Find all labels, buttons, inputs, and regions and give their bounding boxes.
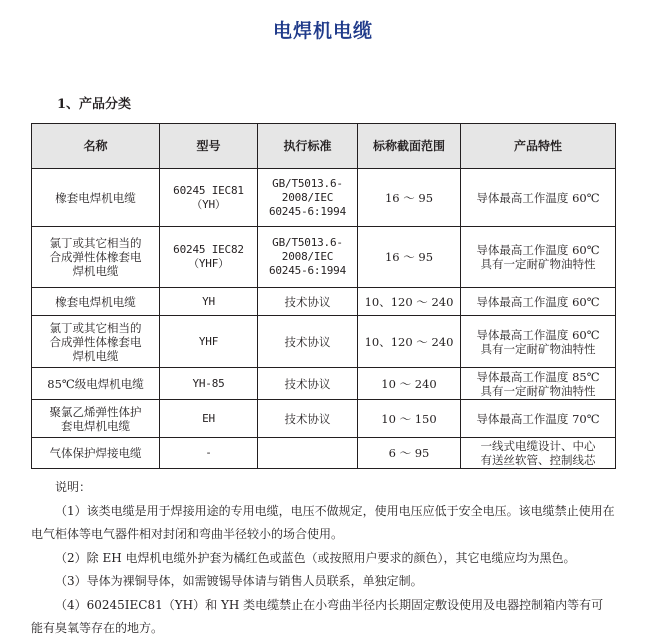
cell-name: 橡套电焊机电缆 bbox=[32, 288, 160, 316]
section-heading: 1、产品分类 bbox=[57, 97, 132, 112]
product-classification-table bbox=[31, 123, 616, 469]
cell-model: 60245 IEC81 （YH） bbox=[160, 169, 258, 227]
table-row bbox=[32, 169, 616, 227]
notes-title: 说明： bbox=[55, 480, 92, 494]
cell-standard: 技术协议 bbox=[258, 288, 358, 316]
table-row bbox=[32, 288, 616, 316]
cell-standard: GB/T5013.6- 2008/IEC 60245-6:1994 bbox=[258, 227, 358, 288]
cell-model: YH bbox=[160, 288, 258, 316]
cell-standard: GB/T5013.6- 2008/IEC 60245-6:1994 bbox=[258, 169, 358, 227]
table-row bbox=[32, 400, 616, 438]
table-header-row bbox=[32, 124, 616, 169]
cell-standard: 技术协议 bbox=[258, 316, 358, 368]
cell-feature: 导体最高工作温度 60℃ bbox=[461, 288, 616, 316]
cell-name: 氯丁或其它相当的 合成弹性体橡套电 焊机电缆 bbox=[32, 316, 160, 368]
cell-feature: 导体最高工作温度 85℃ 具有一定耐矿物油特性 bbox=[461, 368, 616, 400]
cell-name: 聚氯乙烯弹性体护 套电焊机电缆 bbox=[32, 400, 160, 438]
note-item: （4）60245IEC81（YH）和 YH 类电缆禁止在小弯曲半径内长期固定敷设使用及电器控制箱内等有可能有臭氧等存在的地方。 bbox=[31, 597, 604, 635]
table-row bbox=[32, 227, 616, 288]
cell-name: 85℃级电焊机电缆 bbox=[32, 368, 160, 400]
cell-model: 60245 IEC82 （YHF） bbox=[160, 227, 258, 288]
cell-range: 10 ～ 240 bbox=[358, 368, 461, 400]
cell-feature: 导体最高工作温度 70℃ bbox=[461, 400, 616, 438]
note-item: （2）除 EH 电焊机电缆外护套为橘红色或蓝色（或按照用户要求的颜色），其它电缆应均为黑色。 bbox=[55, 550, 576, 565]
table-row bbox=[32, 368, 616, 400]
note-item: （3）导体为裸铜导体，如需镀锡导体请与销售人员联系，单独定制。 bbox=[55, 574, 423, 588]
cell-name: 氯丁或其它相当的 合成弹性体橡套电 焊机电缆 bbox=[32, 227, 160, 288]
cell-feature: 一线式电缆设计、中心 有送丝软管、控制线芯 bbox=[461, 438, 616, 469]
header-model: 型号 bbox=[160, 124, 258, 169]
table-row bbox=[32, 438, 616, 469]
header-range: 标称截面范围 bbox=[358, 124, 461, 169]
cell-standard: 技术协议 bbox=[258, 368, 358, 400]
note-item: （1）该类电缆是用于焊接用途的专用电缆，电压不做规定，使用电压应低于安全电压。该电缆禁止使用在电气柜体等电气器件相对封闭和弯曲半径较小的场合使用。 bbox=[31, 503, 615, 541]
cell-feature: 导体最高工作温度 60℃ 具有一定耐矿物油特性 bbox=[461, 227, 616, 288]
table-row bbox=[32, 316, 616, 368]
cell-range: 6 ～ 95 bbox=[358, 438, 461, 469]
cell-range: 10、120 ～ 240 bbox=[358, 288, 461, 316]
header-name: 名称 bbox=[32, 124, 160, 169]
cell-name: 气体保护焊接电缆 bbox=[32, 438, 160, 469]
cell-standard: 技术协议 bbox=[258, 400, 358, 438]
cell-name: 橡套电焊机电缆 bbox=[32, 169, 160, 227]
cell-range: 10 ～ 150 bbox=[358, 400, 461, 438]
cell-range: 16 ～ 95 bbox=[358, 169, 461, 227]
header-standard: 执行标准 bbox=[258, 124, 358, 169]
cell-model: EH bbox=[160, 400, 258, 438]
cell-model: - bbox=[160, 438, 258, 469]
cell-feature: 导体最高工作温度 60℃ 具有一定耐矿物油特性 bbox=[461, 316, 616, 368]
page-title: 电焊机电缆 bbox=[272, 20, 373, 42]
cell-standard bbox=[258, 438, 358, 469]
cell-range: 16 ～ 95 bbox=[358, 227, 461, 288]
cell-feature: 导体最高工作温度 60℃ bbox=[461, 169, 616, 227]
header-feature: 产品特性 bbox=[461, 124, 616, 169]
cell-model: YH-85 bbox=[160, 368, 258, 400]
cell-model: YHF bbox=[160, 316, 258, 368]
cell-range: 10、120 ～ 240 bbox=[358, 316, 461, 368]
notes-section bbox=[31, 476, 615, 641]
